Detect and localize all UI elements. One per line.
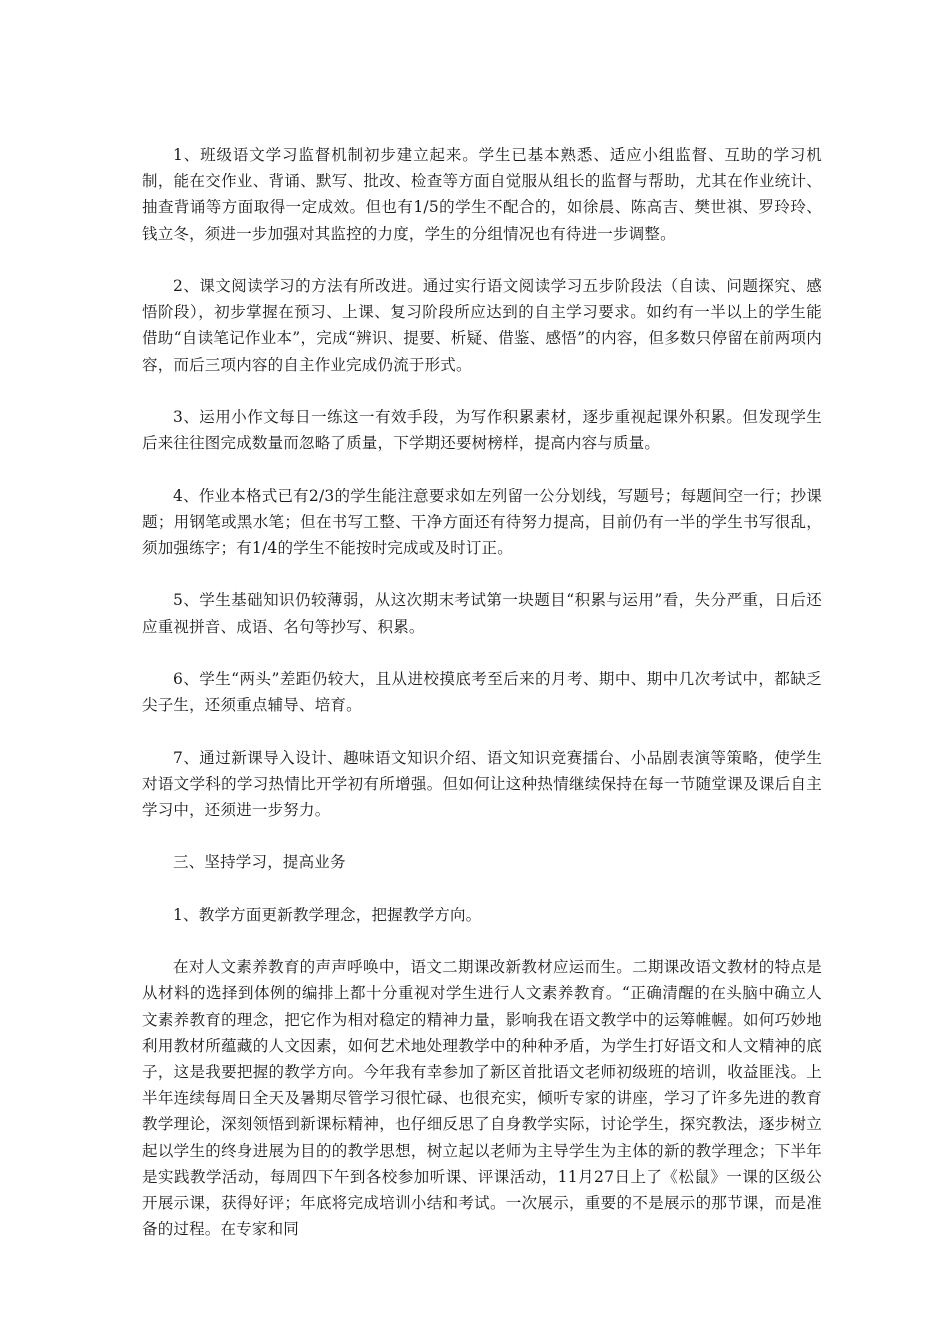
paragraph-6: 6、学生“两头”差距仍较大，且从进校摸底考至后来的月考、期中、期中几次考试中，都缺乏尖子生，还须重点辅导、培育。: [142, 669, 822, 715]
final-paragraph: 在对人文素养教育的声声呼唤中，语文二期课改新教材应运而生。二期课改语文教材的特点是从材料的选择到体例的编排上都十分重视对学生进行人文素养教育。“正确清醒的在头脑中确立人文素养教育的理念，把它作为相对稳定的精神力量，影响我在语文教学中的运筹帷幄。如何巧妙地利用教材所蕴藏的人文因素，如何艺术地处理教学中的种种矛盾，为学生打好语文和人文精神的底子，这是我要把握的教学方向。今年我有幸参加了新区首批语文老师初级班的培训，收益匪浅。上半年连续每周日全天及暑期尽管学习很忙碌、也很充实，倾听专家的讲座，学习了许多先进的教育教学理论，深刻领悟到新课标精神，也仔细反思了自身教学实际，讨论学生，探究教法，逐步树立起以学生的终身进展为目的的教学思想，树立起以老师为主导学生为主体的新的教学理念；下半年是实践教学活动，每周四下午到各校参加听课、评课活动，11月27日上了《松鼠》一课的区级公开展示课，获得好评；年底将完成培训小结和考试。一次展示，重要的不是展示的那节课，而是准备的过程。在专家和同: [142, 958, 822, 1239]
paragraph-1: 1、班级语文学习监督机制初步建立起来。学生已基本熟悉、适应小组监督、互助的学习机制，能在交作业、背诵、默写、批改、检查等方面自觉服从组长的监督与帮助，尤其在作业统计、抽查背诵等方面取得一定成效。但也有1/5的学生不配合的，如徐晨、陈高吉、樊世祺、罗玲玲、钱立冬，须进一步加强对其监控的力度，学生的分组情况也有待进一步调整。: [142, 146, 822, 243]
paragraph-5: 5、学生基础知识仍较薄弱，从这次期末考试第一块题目“积累与运用”看，失分严重，日后还应重视拼音、成语、名句等抄写、积累。: [142, 591, 822, 636]
paragraph-7: 7、通过新课导入设计、趣味语文知识介绍、语文知识竞赛擂台、小品剧表演等策略，使学生对语文学科的学习热情比开学初有所增强。但如何让这种热情继续保持在每一节随堂课及课后自主学习中，还须进一步努力。: [142, 748, 822, 819]
paragraph-4: 4、作业本格式已有2/3的学生能注意要求如左列留一公分划线，写题号；每题间空一行；抄课题；用钢笔或黑水笔；但在书写工整、干净方面还有待努力提高，目前仍有一半的学生书写很乱，须加强练字；有1/4的学生不能按时完成或及时订正。: [142, 486, 822, 557]
paragraph-2: 2、课文阅读学习的方法有所改进。通过实行语文阅读学习五步阶段法（自读、问题探究、感悟阶段），初步掌握在预习、上课、复习阶段所应达到的自主学习要求。如约有一半以上的学生能借助“自读笔记作业本”，完成“辨识、提要、析疑、借鉴、感悟”的内容，但多数只停留在前两项内容，而后三项内容的自主作业完成仍流于形式。: [142, 277, 822, 374]
document-page: [142, 142, 822, 1242]
sub-heading: 1、教学方面更新教学理念，把握教学方向。: [173, 905, 482, 924]
section-heading: 三、坚持学习，提高业务: [173, 853, 346, 872]
paragraph-3: 3、运用小作文每日一练这一有效手段，为写作积累素材，逐步重视起课外积累。但发现学生后来往往图完成数量而忽略了质量，下学期还要树榜样，提高内容与质量。: [142, 408, 822, 453]
